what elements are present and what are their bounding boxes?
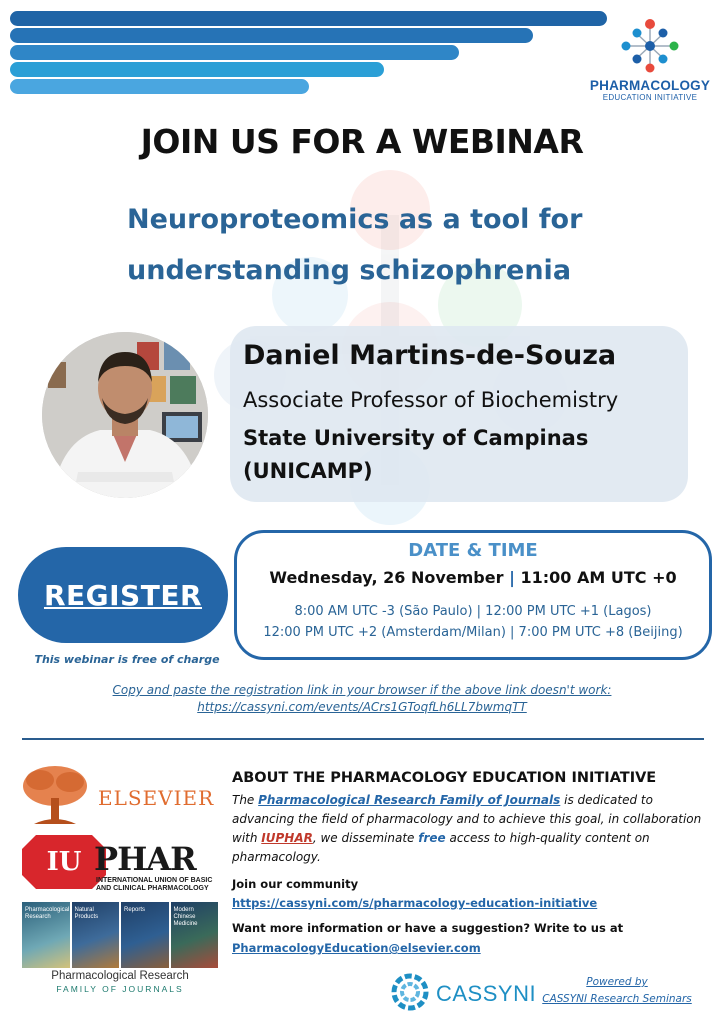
talk-title bbox=[127, 194, 647, 296]
molecule-network-icon bbox=[619, 18, 681, 74]
talk-title-line1: Neuroproteomics as a tool for bbox=[127, 204, 583, 235]
about-text: access to high-quality content on pharmacology. bbox=[232, 831, 650, 864]
pei-logo bbox=[588, 18, 712, 102]
header-bar bbox=[10, 28, 533, 43]
cassyni-seminars-link[interactable]: CASSYNI Research Seminars bbox=[542, 993, 692, 1005]
header-bar bbox=[10, 45, 459, 60]
registration-link[interactable]: https://cassyni.com/events/ACrs1GToqfLh6LL7bwmqTT bbox=[197, 700, 527, 714]
section-divider bbox=[22, 738, 704, 740]
about-text: , we disseminate bbox=[312, 831, 419, 845]
iuphar-subtitle-line2: AND CLINICAL PHARMACOLOGY bbox=[96, 885, 209, 892]
iuphar-iu: IU bbox=[46, 847, 82, 877]
about-text: is dedicated to advancing the field of pharmacology and to achieve this goal, in collaboration with bbox=[232, 793, 702, 845]
header-bar bbox=[10, 79, 309, 94]
iuphar-logo bbox=[22, 835, 222, 895]
speaker-role: Associate Professor of Biochemistry bbox=[243, 388, 619, 412]
pr-family-name: Pharmacological Research bbox=[51, 970, 189, 982]
speaker-photo bbox=[42, 332, 208, 498]
speaker-institution bbox=[243, 422, 663, 488]
header-bar bbox=[10, 11, 607, 26]
date-time-main bbox=[234, 568, 712, 587]
journal-cover-title: Pharmacological Research bbox=[25, 907, 70, 920]
event-time: 11:00 AM UTC +0 bbox=[520, 568, 677, 587]
more-info-heading: Want more information or have a suggestion? Write to us at bbox=[232, 921, 624, 935]
pr-family-subtitle: FAMILY OF JOURNALS bbox=[56, 984, 184, 994]
timezone-line-1: 8:00 AM UTC -3 (São Paulo) | 12:00 PM UTC +1 (Lagos) bbox=[294, 604, 652, 619]
cassyni-logo bbox=[390, 972, 537, 1012]
iuphar-link[interactable]: IUPHAR bbox=[261, 831, 313, 845]
journal-cover bbox=[121, 902, 169, 968]
pei-logo-line2: EDUCATION INITIATIVE bbox=[602, 93, 698, 102]
copy-link-note: Copy and paste the registration link in your browser if the above link doesn't work: bbox=[112, 683, 612, 697]
free-of-charge-note: This webinar is free of charge bbox=[34, 653, 220, 666]
journal-cover bbox=[72, 902, 120, 968]
iuphar-subtitle bbox=[96, 877, 212, 893]
powered-by-label: Powered by bbox=[586, 976, 648, 988]
talk-title-line2: understanding schizophrenia bbox=[127, 255, 572, 286]
speaker-institution-line2: (UNICAMP) bbox=[243, 459, 373, 483]
webinar-headline: JOIN US FOR A WEBINAR bbox=[140, 122, 584, 161]
elsevier-tree-icon bbox=[20, 762, 90, 828]
date-time-heading: DATE & TIME bbox=[408, 540, 538, 561]
cassyni-icon bbox=[390, 972, 430, 1012]
community-link[interactable]: https://cassyni.com/s/pharmacology-education-initiative bbox=[232, 896, 598, 910]
journal-covers bbox=[22, 902, 218, 968]
speaker-institution-line1: State University of Campinas bbox=[243, 426, 589, 450]
elsevier-wordmark: ELSEVIER bbox=[98, 786, 215, 810]
free-emphasis: free bbox=[418, 831, 446, 845]
register-button-label: REGISTER bbox=[43, 578, 203, 612]
pei-logo-line1: PHARMACOLOGY bbox=[589, 78, 711, 93]
header-bar bbox=[10, 62, 384, 77]
pr-journals-link[interactable]: Pharmacological Research Family of Journals bbox=[258, 793, 561, 807]
about-heading: ABOUT THE PHARMACOLOGY EDUCATION INITIATIVE bbox=[232, 770, 657, 786]
iuphar-subtitle-line1: INTERNATIONAL UNION OF BASIC bbox=[96, 877, 213, 884]
journal-cover-title: Natural Products bbox=[74, 907, 99, 920]
journal-cover-title: Reports bbox=[124, 907, 146, 913]
register-button[interactable] bbox=[18, 547, 228, 643]
elsevier-logo bbox=[20, 762, 220, 828]
speaker-name: Daniel Martins-de-Souza bbox=[243, 340, 617, 371]
about-text: The bbox=[232, 793, 259, 807]
cassyni-wordmark: CASSYNI bbox=[436, 981, 537, 1006]
journal-cover-title: Modern Chinese Medicine bbox=[173, 907, 198, 927]
timezone-line-2: 12:00 PM UTC +2 (Amsterdam/Milan) | 7:00 PM UTC +8 (Beijing) bbox=[263, 625, 683, 640]
join-community-heading: Join our community bbox=[232, 877, 359, 891]
date-time-separator: | bbox=[509, 568, 515, 587]
about-paragraph bbox=[232, 791, 702, 867]
iuphar-phar: PHAR bbox=[94, 840, 196, 878]
journal-cover bbox=[22, 902, 70, 968]
contact-email-link[interactable]: PharmacologyEducation@elsevier.com bbox=[232, 941, 481, 955]
event-date: Wednesday, 26 November bbox=[269, 568, 504, 587]
journal-cover bbox=[171, 902, 219, 968]
